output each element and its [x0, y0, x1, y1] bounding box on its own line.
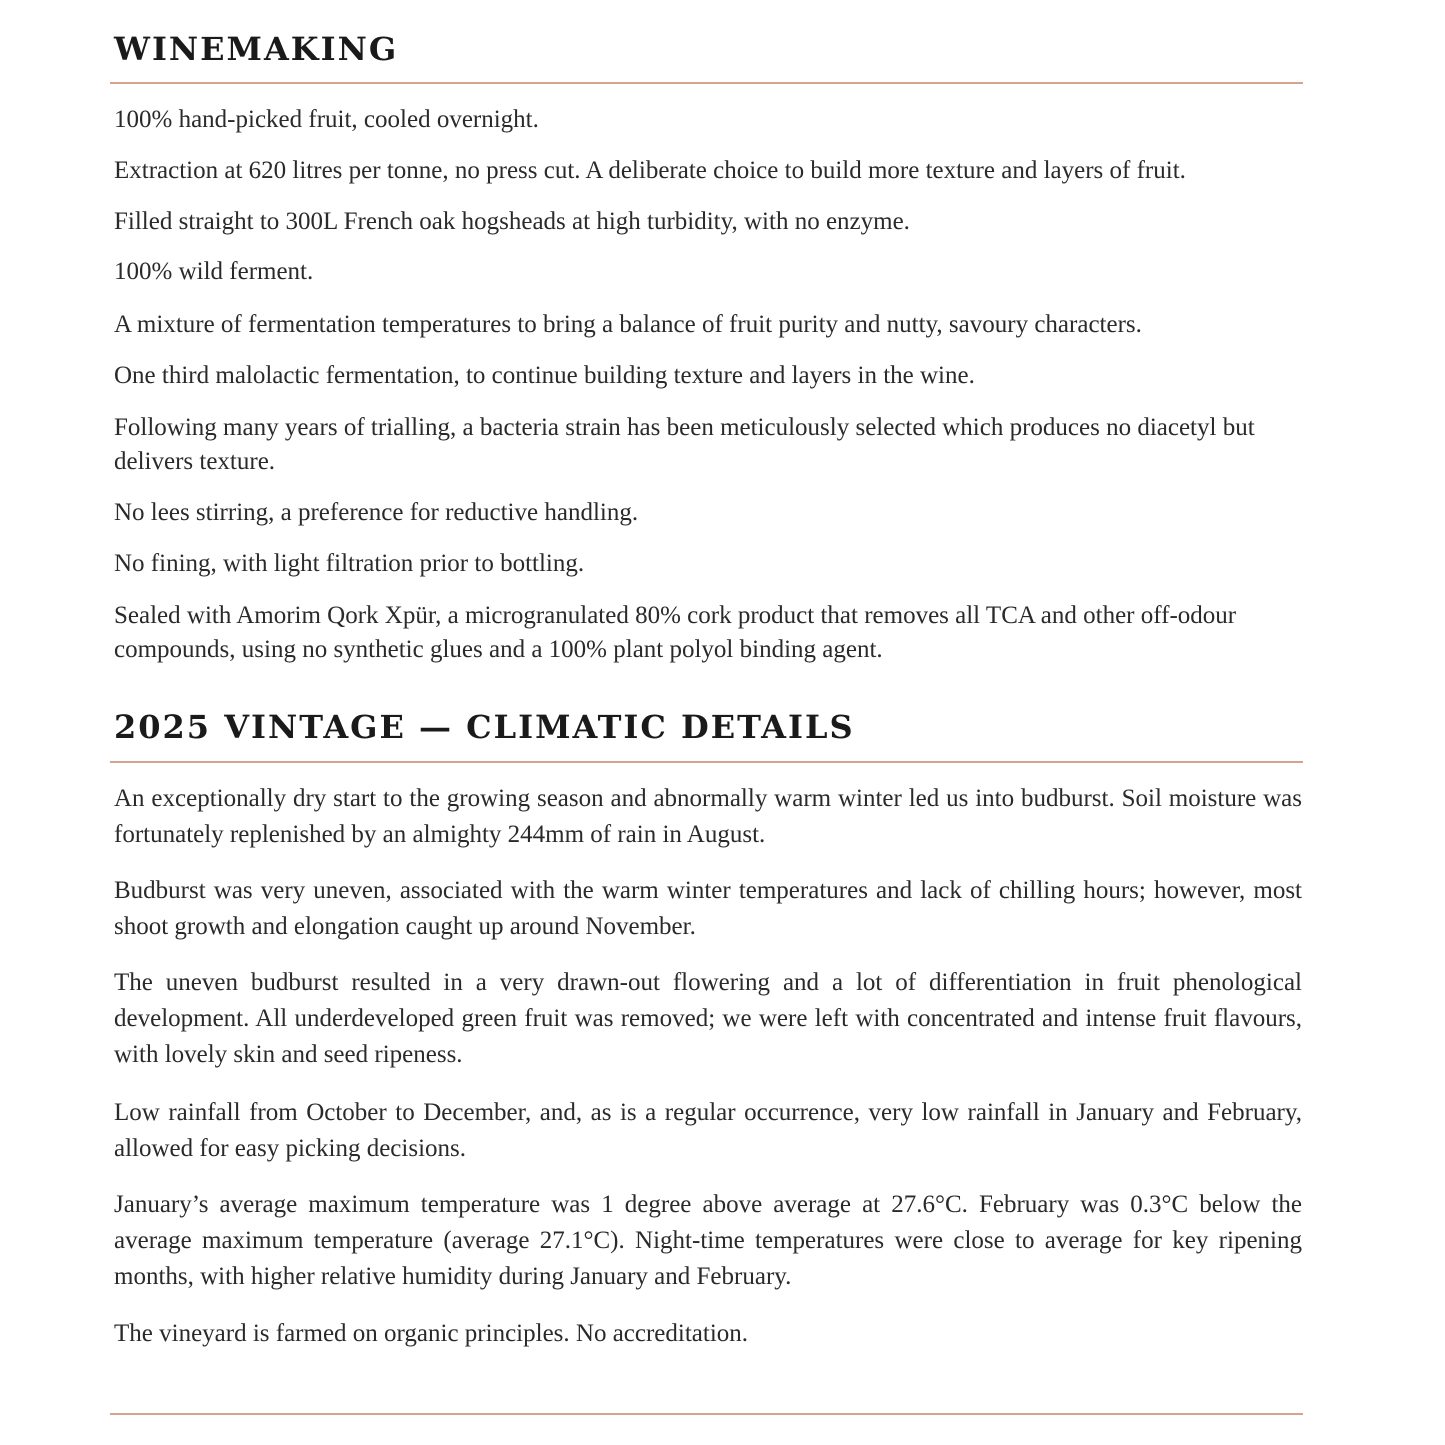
vintage-paragraph: The uneven budburst resulted in a very drawn-out flowering and a lot of differentiation in fruit phenological development. All underdeveloped green fruit was removed; we were left with concentrated and intense fruit flavours, with lovely skin and seed ripeness.: [114, 969, 1302, 1068]
winemaking-paragraph: 100% wild ferment.: [114, 258, 314, 285]
vintage-paragraph: January’s average maximum temperature was 1 degree above average at 27.6°C. February was 0.3°C below the average maximum temperature (average 27.1°C). Night-time temperatures were close to average for key ripening months, with higher relative humidity during January and February.: [114, 1191, 1302, 1290]
vintage-paragraph: An exceptionally dry start to the growing season and abnormally warm winter led us into budburst. Soil moisture was fortunately replenished by an almighty 244mm of rain in August.: [114, 785, 1302, 848]
winemaking-heading: WINEMAKING: [114, 30, 399, 68]
winemaking-paragraph: Extraction at 620 litres per tonne, no press cut. A deliberate choice to build more texture and layers of fruit.: [114, 157, 1186, 184]
winemaking-paragraph: A mixture of fermentation temperatures to bring a balance of fruit purity and nutty, savoury characters.: [114, 311, 1142, 338]
winemaking-paragraph: No fining, with light filtration prior to bottling.: [114, 550, 585, 577]
footer-divider: [110, 1413, 1303, 1415]
section-divider: [110, 761, 1303, 763]
vintage-paragraph: Budburst was very uneven, associated with the warm winter temperatures and lack of chilling hours; however, most shoot growth and elongation caught up around November.: [114, 877, 1302, 940]
vintage-paragraph: Low rainfall from October to December, and, as is a regular occurrence, very low rainfall in January and February, allowed for easy picking decisions.: [114, 1099, 1302, 1162]
section-divider: [110, 82, 1303, 84]
winemaking-paragraph: 100% hand-picked fruit, cooled overnight.: [114, 106, 539, 133]
winemaking-paragraph: No lees stirring, a preference for reductive handling.: [114, 499, 639, 526]
vintage-heading: 2025 VINTAGE — CLIMATIC DETAILS: [114, 708, 855, 746]
vintage-paragraph: The vineyard is farmed on organic principles. No accreditation.: [114, 1320, 749, 1347]
winemaking-paragraph: Filled straight to 300L French oak hogsheads at high turbidity, with no enzyme.: [114, 208, 910, 235]
winemaking-paragraph: Following many years of trialling, a bacteria strain has been meticulously selected which produces no diacetyl but delivers texture.: [114, 414, 1255, 475]
winemaking-paragraph: One third malolactic fermentation, to continue building texture and layers in the wine.: [114, 362, 975, 389]
winemaking-paragraph: Sealed with Amorim Qork Xpür, a microgranulated 80% cork product that removes all TCA and other off-odour compounds, using no synthetic glues and a 100% plant polyol binding agent.: [114, 602, 1237, 663]
